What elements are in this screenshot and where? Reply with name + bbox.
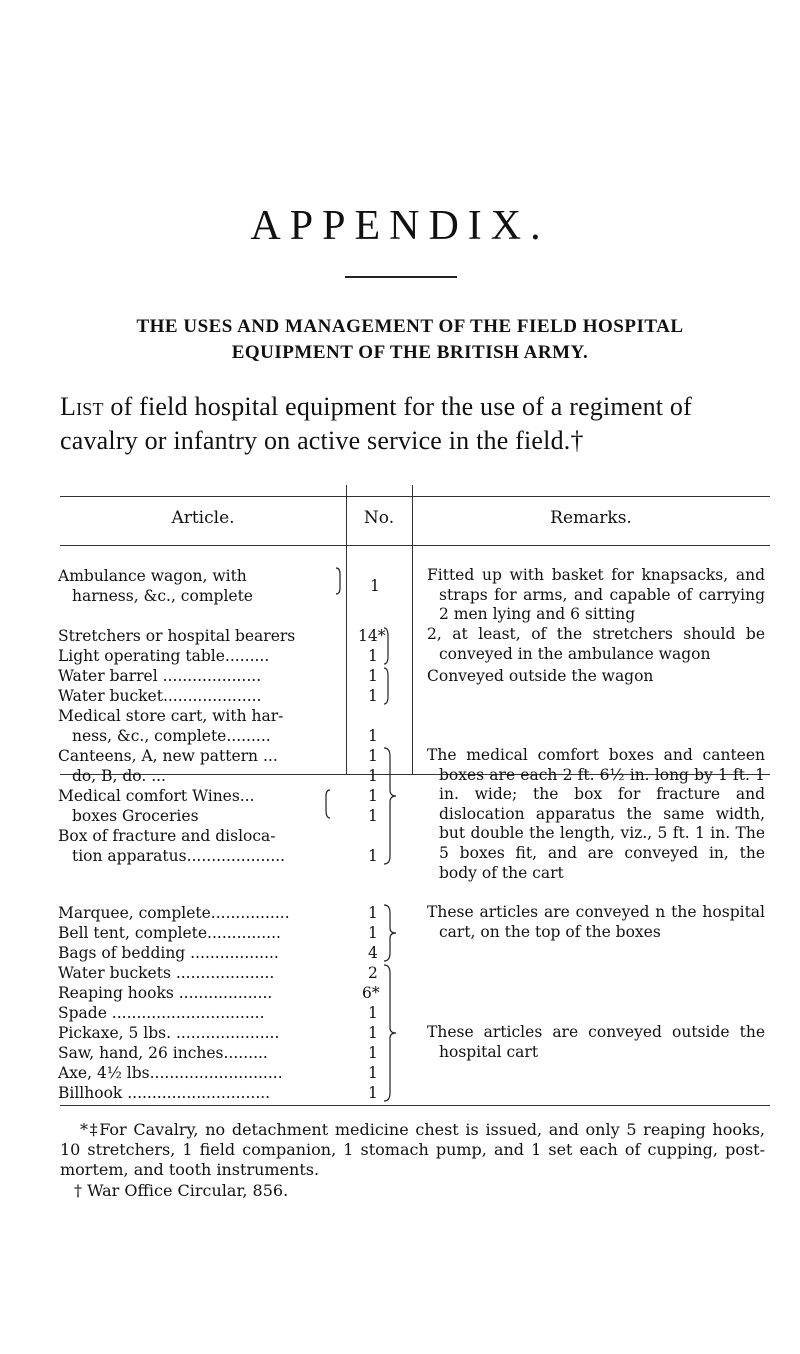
table-row: Marquee, complete................ [58, 904, 290, 922]
row-count: 2 [368, 964, 378, 982]
remark-stretchers: 2, at least, of the stretchers should be conveyed in the ambulance wagon [427, 625, 765, 663]
row-count: 1 [368, 787, 378, 805]
table-row: Axe, 4½ lbs........................... [58, 1064, 283, 1082]
row-count: 1 [370, 577, 380, 595]
table-row: Box of fracture and disloca- [58, 827, 276, 845]
row-count: 1 [368, 687, 378, 705]
table-row: Billhook ............................. [58, 1084, 271, 1102]
table-row: Medical store cart, with har- [58, 707, 284, 725]
row-count: 1 [368, 1024, 378, 1042]
brace-barrel-icon [384, 668, 388, 704]
row-count: 1 [368, 1064, 378, 1082]
row-count: 1 [368, 667, 378, 685]
brace-canteens-icon [384, 748, 396, 864]
table-row: harness, &c., complete [72, 587, 253, 605]
row-count: 1 [368, 847, 378, 865]
remark-ambulance: Fitted up with basket for knapsacks, and straps for arms, and capable of carrying 2 men lying and 6 sitting [427, 566, 765, 624]
table-row: Water barrel .................... [58, 667, 262, 685]
table-row: Light operating table......... [58, 647, 270, 665]
table-row: Stretchers or hospital bearers [58, 627, 296, 645]
table-row: tion apparatus.................... [72, 847, 286, 865]
subtitle-line-2: EQUIPMENT OF THE BRITISH ARMY. [231, 342, 589, 363]
row-count: 1 [368, 1044, 378, 1062]
row-count: 6* [362, 984, 380, 1002]
table-row: Ambulance wagon, with [58, 567, 247, 585]
table-row: do, B, do. ... [72, 767, 166, 785]
row-count: 14* [358, 627, 386, 645]
intro-text: of field hospital equipment for the use of a regiment of cavalry or infantry on active service in the field.† [60, 392, 692, 455]
column-header-remarks: Remarks. [550, 508, 632, 528]
table-row: ness, &c., complete......... [72, 727, 271, 745]
footnote-circular: † War Office Circular, 856. [74, 1181, 289, 1200]
intro-lead: List [60, 392, 104, 421]
appendix-heading: APPENDIX. [250, 203, 550, 249]
brace-marquee-icon [384, 905, 396, 961]
table-row: Reaping hooks ................... [58, 984, 273, 1002]
footnote-cavalry: *‡For Cavalry, no detachment medicine chest is issued, and only 5 reaping hooks, 10 stretchers, 1 field companion, 1 stomach pump, and 1 set each of cupping, post-mortem, and tooth instruments. [60, 1120, 765, 1179]
table-row: Bags of bedding .................. [58, 944, 279, 962]
row-count: 1 [368, 904, 378, 922]
table-row: boxes Groceries [72, 807, 199, 825]
brace-ambulance-icon [336, 568, 340, 594]
row-count: 4 [368, 944, 378, 962]
row-count: 1 [368, 767, 378, 785]
subtitle-line-1: THE USES AND MANAGEMENT OF THE FIELD HOSPITAL [136, 316, 684, 337]
table-end-rule [60, 1105, 770, 1106]
row-count: 1 [368, 924, 378, 942]
column-header-no: No. [363, 508, 395, 528]
brace-stretchers-icon [384, 628, 388, 664]
brace-tools-icon [384, 965, 396, 1101]
table-row: Bell tent, complete............... [58, 924, 281, 942]
row-count: 1 [368, 1084, 378, 1102]
table-row: Canteens, A, new pattern ... [58, 747, 278, 765]
row-count: 1 [368, 747, 378, 765]
remark-outside-cart: These articles are conveyed outside the hospital cart [427, 1023, 765, 1061]
remark-outside-wagon: Conveyed outside the wagon [427, 667, 654, 685]
remark-hospital-cart-top: These articles are conveyed n the hospital cart, on the top of the boxes [427, 903, 765, 941]
remark-comfort-boxes: The medical comfort boxes and canteen boxes are each 2 ft. 6½ in. long by 1 ft. 1 in. wide; the box for fracture and dislocation apparatus the same width, but double the length, viz., 5 ft. 1 in. The 5 boxes fit, and are conveyed in, the body of the cart [427, 746, 765, 882]
row-count: 1 [368, 727, 378, 745]
row-count: 1 [368, 1004, 378, 1022]
table-row: Spade ............................... [58, 1004, 265, 1022]
brace-medical-comfort-icon [326, 790, 330, 818]
row-count: 1 [368, 807, 378, 825]
table-row: Water bucket.................... [58, 687, 262, 705]
table-row: Medical comfort Wines... [58, 787, 255, 805]
table-row: Saw, hand, 26 inches......... [58, 1044, 268, 1062]
column-header-article: Article. [171, 508, 235, 528]
table-row: Water buckets .................... [58, 964, 275, 982]
row-count: 1 [368, 647, 378, 665]
table-row: Pickaxe, 5 lbs. ..................... [58, 1024, 280, 1042]
